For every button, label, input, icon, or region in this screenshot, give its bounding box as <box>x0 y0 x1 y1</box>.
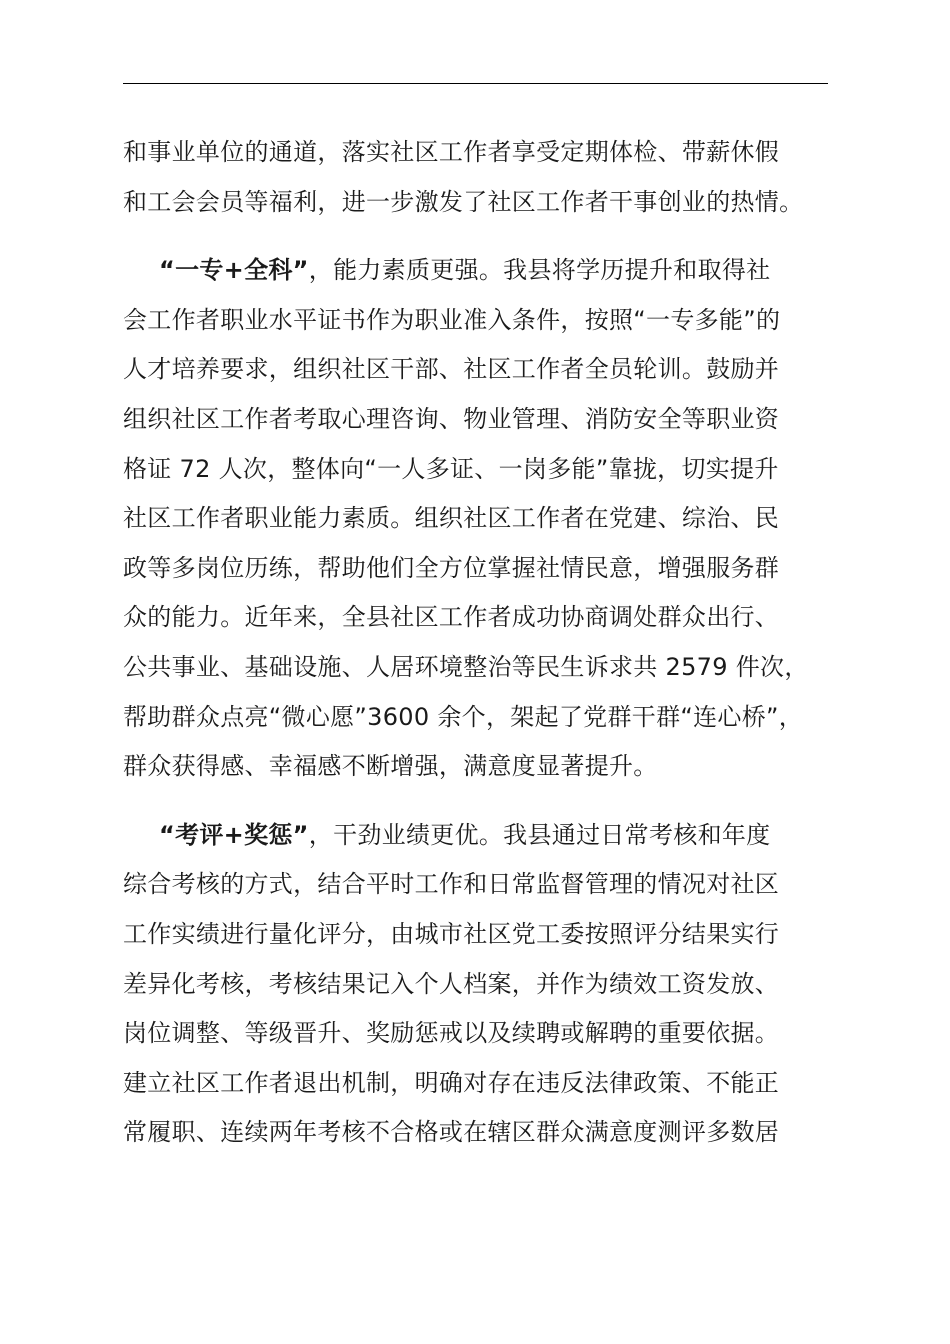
text-line: 公共事业、基础设施、人居环境整治等民生诉求共 2579 件次， <box>123 652 809 681</box>
text-line: 和事业单位的通道，落实社区工作者享受定期体检、带薪休假 <box>123 138 780 166</box>
paragraph-evaluation <box>123 811 843 1158</box>
text-line: 政等多岗位历练，帮助他们全方位掌握社情民意，增强服务群 <box>123 553 780 582</box>
text-line-first <box>123 246 843 296</box>
text-line: 人才培养要求，组织社区干部、社区工作者全员轮训。鼓励并 <box>123 355 780 384</box>
text-line: 常履职、连续两年考核不合格或在辖区群众满意度测评多数居 <box>123 1118 780 1147</box>
text-line: 会工作者职业水平证书作为职业准入条件，按照“一专多能”的 <box>123 305 781 334</box>
paragraph-ability <box>123 246 843 792</box>
text-line-rest: ，能力素质更强。我县将学历提升和取得社 <box>308 256 771 285</box>
text-line: 群众获得感、幸福感不断增强，满意度显著提升。 <box>123 752 658 781</box>
text-line-first <box>123 811 843 861</box>
text-line: 差异化考核，考核结果记入个人档案，并作为绩效工资发放、 <box>123 969 780 998</box>
text-line: 组织社区工作者考取心理咨询、物业管理、消防安全等职业资 <box>123 404 780 433</box>
text-line: 建立社区工作者退出机制，明确对存在违反法律政策、不能正 <box>123 1068 780 1097</box>
paragraph-welfare <box>123 128 843 227</box>
text-line: 岗位调整、等级晋升、奖励惩戒以及续聘或解聘的重要依据。 <box>123 1019 780 1048</box>
paragraph-lead: “一专+全科” <box>159 256 309 285</box>
text-line: 和工会会员等福利，进一步激发了社区工作者干事创业的热情。 <box>123 187 804 216</box>
text-line-rest: ，干劲业绩更优。我县通过日常考核和年度 <box>308 820 771 849</box>
text-line: 社区工作者职业能力素质。组织社区工作者在党建、综治、民 <box>123 504 780 533</box>
document-body <box>123 128 843 1158</box>
header-rule <box>123 83 828 84</box>
text-line: 工作实绩进行量化评分，由城市社区党工委按照评分结果实行 <box>123 919 780 948</box>
text-line: 众的能力。近年来，全县社区工作者成功协商调处群众出行、 <box>123 603 780 632</box>
paragraph-lead: “考评+奖惩” <box>159 820 309 849</box>
text-line: 帮助群众点亮“微心愿”3600 余个，架起了党群干群“连心桥”， <box>123 702 804 731</box>
text-line: 格证 72 人次，整体向“一人多证、一岗多能”靠拢，切实提升 <box>123 454 779 483</box>
text-line: 综合考核的方式，结合平时工作和日常监督管理的情况对社区 <box>123 870 780 899</box>
